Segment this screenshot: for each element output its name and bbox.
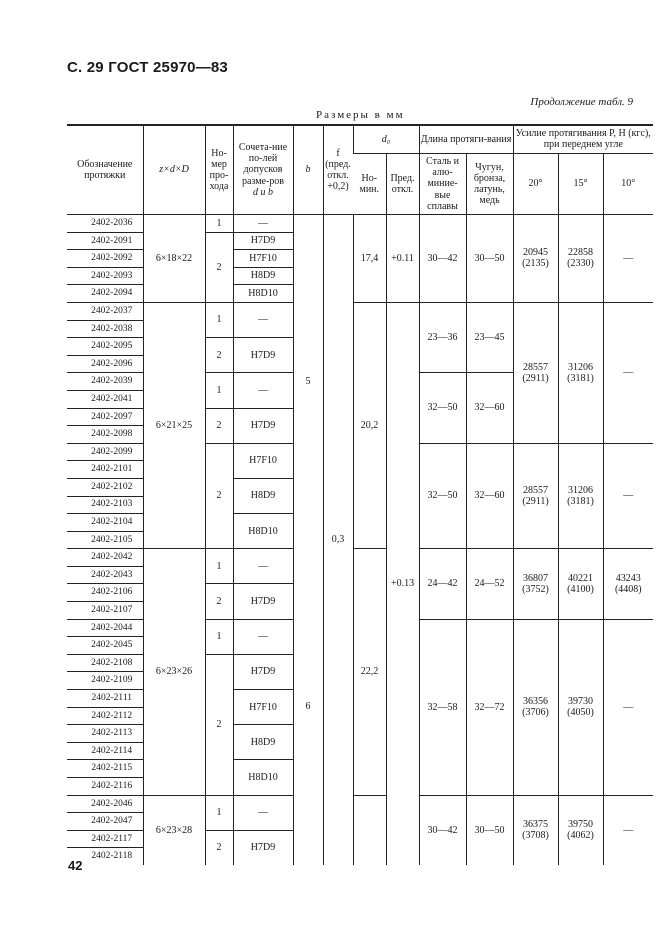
col-force: Усилие протягивания P, Н (кгс), при переднем угле	[513, 125, 653, 153]
designation: 2402-2108	[67, 654, 143, 672]
length-steel-cell: 23—36	[419, 302, 466, 372]
pass-cell: 2	[205, 584, 233, 619]
designation: 2402-2043	[67, 566, 143, 584]
size-cell: 6×21×25	[143, 302, 205, 548]
combo-cell: H7D9	[233, 408, 293, 443]
designation: 2402-2107	[67, 602, 143, 620]
force20-cell	[513, 549, 558, 619]
continuation-note: Продолжение табл. 9	[530, 96, 633, 108]
pass-cell: 1	[205, 619, 233, 654]
d0-dev-cell: +0.11	[386, 215, 419, 303]
designation: 2402-2118	[91, 851, 133, 862]
pass-cell: 2	[205, 443, 233, 549]
length-cast-cell: 30—50	[466, 795, 513, 865]
designation: 2402-2114	[67, 742, 143, 760]
force10-cell: —	[603, 302, 653, 443]
force-n: 20945	[523, 247, 549, 259]
combo-cell: —	[233, 373, 293, 408]
force15-cell	[558, 215, 603, 303]
force10-cell: —	[603, 215, 653, 303]
designation: 2402-2113	[67, 725, 143, 743]
col-combination	[233, 125, 293, 215]
designation: 2402-2104	[67, 514, 143, 532]
force-kgs: (2135)	[522, 258, 549, 270]
force-n: 36375	[523, 819, 549, 831]
force-kgs: (2911)	[522, 496, 549, 507]
col-d0-nom: Но-мин.	[353, 153, 386, 214]
col-pass-number: Но-мер про-хода	[205, 125, 233, 215]
designation: 2402-2115	[67, 760, 143, 778]
designation: 2402-2109	[67, 672, 143, 690]
force-n: 39750	[568, 819, 594, 831]
d0-nom-cell: 17,4	[353, 215, 386, 303]
combo-cell: H7F10	[233, 250, 293, 268]
force-kgs: (3181)	[567, 372, 594, 384]
designation: 2402-2091	[67, 232, 143, 250]
pass-cell: 1	[205, 795, 233, 830]
force15-cell	[558, 443, 603, 549]
combo-cell: H7D9	[233, 654, 293, 689]
force-kgs: (2330)	[567, 258, 594, 270]
force-n: 31206	[568, 361, 594, 373]
pass-cell: 2	[205, 654, 233, 795]
combo-cell: —	[233, 215, 293, 233]
force10-cell	[603, 549, 653, 619]
force-n: 43243	[615, 572, 641, 584]
force-kgs: (4100)	[567, 583, 594, 595]
length-steel-cell: 32—50	[419, 373, 466, 443]
pass-cell: 2	[205, 830, 233, 865]
combo-cell: —	[233, 619, 293, 654]
combo-cell: —	[233, 549, 293, 584]
force20-cell	[513, 795, 558, 865]
pass-cell: 1	[205, 302, 233, 337]
force15-cell	[558, 302, 603, 443]
d0-nom-cell: 22,2	[353, 549, 386, 795]
page-number: 42	[68, 858, 83, 873]
force20-cell	[513, 302, 558, 443]
length-steel-cell: 30—42	[419, 215, 466, 303]
combo-cell: H8D9	[233, 267, 293, 285]
broach-table	[67, 124, 653, 865]
designation: 2402-2038	[67, 320, 143, 338]
designation: 2402-2045	[67, 637, 143, 655]
d0-nom-cell	[353, 795, 386, 865]
force10-cell: —	[603, 619, 653, 795]
dimensions-note: Размеры в мм	[316, 109, 405, 121]
col-length: Длина протяги-вания	[419, 125, 513, 153]
col-zdD: z×d×D	[143, 125, 205, 215]
force15-cell	[558, 795, 603, 865]
col-length-cast: Чугун, бронза, латунь, медь	[466, 153, 513, 214]
designation: 2402-2095	[67, 338, 143, 356]
length-cast-cell: 32—60	[466, 373, 513, 443]
designation: 2402-2039	[67, 373, 143, 391]
designation: 2402-2098	[67, 426, 143, 444]
designation: 2402-2103	[67, 496, 143, 514]
b-cell: 6	[293, 549, 323, 865]
designation: 2402-2106	[67, 584, 143, 602]
force20-cell	[513, 619, 558, 795]
col-length-steel: Сталь и алю-миние-вые сплавы	[419, 153, 466, 214]
combination-label: Сочета-ние по-лей допусков разме-ров	[238, 142, 288, 187]
designation: 2402-2117	[67, 830, 143, 848]
pass-cell: 1	[205, 373, 233, 408]
length-cast-cell: 30—50	[466, 215, 513, 303]
designation: 2402-2047	[67, 813, 143, 831]
pass-cell: 1	[205, 215, 233, 233]
designation: 2402-2096	[67, 355, 143, 373]
col-angle-10: 10°	[603, 153, 653, 214]
col-d0: d₀	[353, 125, 419, 153]
designation: 2402-2042	[67, 549, 143, 567]
force-n: 36356	[523, 695, 549, 707]
designation: 2402-2092	[67, 250, 143, 268]
size-cell: 6×23×26	[143, 549, 205, 795]
designation: 2402-2041	[67, 390, 143, 408]
length-steel-cell: 32—50	[419, 443, 466, 549]
length-cast-cell: 32—60	[466, 443, 513, 549]
force-n: 28557	[523, 361, 549, 373]
designation: 2402-2101	[67, 461, 143, 479]
force-n: 36807	[523, 572, 549, 584]
size-cell: 6×23×28	[143, 795, 205, 865]
designation: 2402-2116	[67, 778, 143, 796]
designation: 2402-2037	[67, 302, 143, 320]
col-angle-15: 15°	[558, 153, 603, 214]
b-cell: 5	[293, 215, 323, 549]
pass-cell: 2	[205, 338, 233, 373]
force10-cell: —	[603, 795, 653, 865]
designation: 2402-2102	[67, 478, 143, 496]
page-title: С. 29 ГОСТ 25970—83	[67, 59, 228, 76]
combo-cell: H7D9	[233, 830, 293, 865]
combo-cell: H8D10	[233, 514, 293, 549]
combo-cell: H7F10	[233, 690, 293, 725]
length-cast-cell: 24—52	[466, 549, 513, 619]
combination-sub: d и b	[253, 186, 273, 198]
force-n: 22858	[568, 247, 594, 259]
combo-cell: H7D9	[233, 338, 293, 373]
designation: 2402-2099	[67, 443, 143, 461]
length-cast-cell: 23—45	[466, 302, 513, 372]
designation: 2402-2105	[67, 531, 143, 549]
force10-cell: —	[603, 443, 653, 549]
pass-cell: 2	[205, 408, 233, 443]
designation: 2402-2044	[67, 619, 143, 637]
col-b: b	[293, 125, 323, 215]
force-kgs: (4050)	[567, 707, 594, 719]
combo-cell: H7D9	[233, 584, 293, 619]
length-steel-cell: 24—42	[419, 549, 466, 619]
force15-cell	[558, 619, 603, 795]
force-kgs: (3708)	[522, 830, 549, 842]
force-n: 31206	[568, 484, 594, 496]
designation: 2402-2036	[67, 215, 143, 233]
force20-cell	[513, 443, 558, 549]
designation: 2402-2046	[67, 795, 143, 813]
combo-cell: H7F10	[233, 443, 293, 478]
combo-cell: H8D9	[233, 725, 293, 760]
designation: 2402-2094	[67, 285, 143, 303]
force-n: 39730	[568, 695, 594, 707]
combo-cell: —	[233, 302, 293, 337]
pass-cell: 1	[205, 549, 233, 584]
length-steel-cell: 30—42	[419, 795, 466, 865]
length-steel-cell: 32—58	[419, 619, 466, 795]
designation: 2402-2112	[67, 707, 143, 725]
col-angle-20: 20°	[513, 153, 558, 214]
col-d0-dev: Пред. откл.	[386, 153, 419, 214]
combo-cell: H7D9	[233, 232, 293, 250]
force-kgs: (4408)	[614, 583, 642, 595]
force15-cell	[558, 549, 603, 619]
force-kgs: (3181)	[567, 496, 594, 507]
force20-cell	[513, 215, 558, 303]
force-kgs: (3752)	[522, 583, 549, 595]
force-kgs: (3706)	[522, 707, 549, 719]
combo-cell: H8D10	[233, 285, 293, 303]
combo-cell: H8D10	[233, 760, 293, 795]
size-cell: 6×18×22	[143, 215, 205, 303]
designation: 2402-2093	[67, 267, 143, 285]
designation: 2402-2097	[67, 408, 143, 426]
f-cell: 0,3	[323, 215, 353, 865]
combo-cell: H8D9	[233, 478, 293, 513]
force-n: 28557	[523, 484, 549, 496]
d0-nom-cell: 20,2	[353, 302, 386, 548]
pass-cell: 2	[205, 232, 233, 302]
d0-dev-cell: +0.13	[386, 302, 419, 865]
length-cast-cell: 32—72	[466, 619, 513, 795]
force-n: 40221	[568, 572, 594, 584]
force-kgs: (2911)	[522, 372, 549, 384]
col-f: f (пред. откл. +0,2)	[323, 125, 353, 215]
combo-cell: —	[233, 795, 293, 830]
designation: 2402-2111	[67, 690, 143, 708]
force-kgs: (4062)	[567, 830, 594, 842]
col-designation: Обозначение протяжки	[67, 125, 143, 215]
